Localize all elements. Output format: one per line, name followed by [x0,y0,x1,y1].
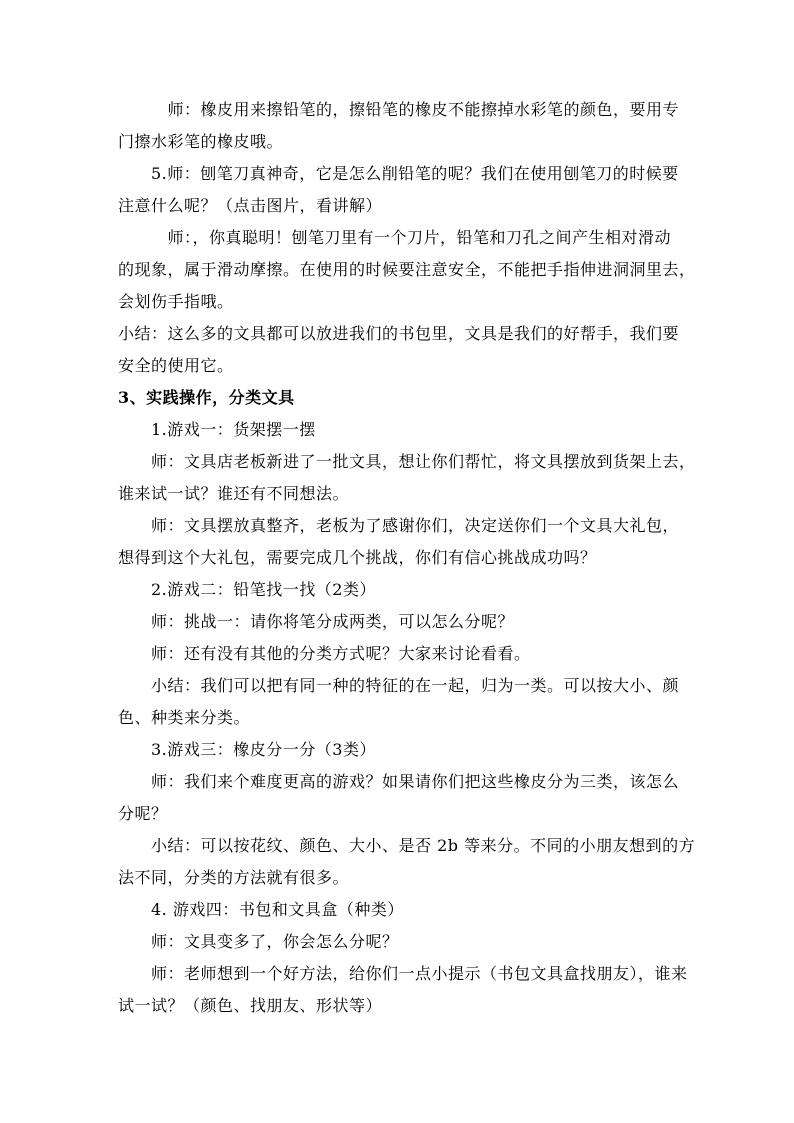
section-heading: 3、实践操作，分类文具 [118,388,295,407]
summary-line: 色、种类来分类。 [118,708,251,727]
summary-line: 安全的使用它。 [118,356,234,375]
paragraph-line: 师：，你真聪明！刨笔刀里有一个刀片，铅笔和刀孔之间产生相对滑动 [118,228,672,247]
paragraph-line: 师：还有没有其他的分类方式呢？大家来讨论看看。 [118,644,531,663]
paragraph-line: 的现象，属于滑动摩擦。在使用的时候要注意安全，不能把手指伸进洞洞里去， [118,260,696,279]
paragraph-line: 想得到这个大礼包，需要完成几个挑战，你们有信心挑战成功吗？ [118,548,597,567]
summary-line: 小结：这么多的文具都可以放进我们的书包里，文具是我们的好帮手，我们要 [118,324,680,343]
summary-line: 小结：可以按花纹、颜色、大小、是否 2b 等来分。不同的小朋友想到的方 [118,836,696,855]
paragraph-line: 会划伤手指哦。 [118,292,234,311]
game-heading: 1.游戏一：货架摆一摆 [118,420,316,439]
paragraph-line: 试一试？（颜色、找朋友、形状等） [118,996,383,1015]
paragraph-line: 谁来试一试？谁还有不同想法。 [118,484,350,503]
paragraph-line: 师：挑战一：请你将笔分成两类，可以怎么分呢？ [118,612,515,631]
paragraph-line: 师：我们来个难度更高的游戏？如果请你们把这些橡皮分为三类，该怎么 [118,772,680,791]
paragraph-line: 师：文具变多了，你会怎么分呢？ [118,932,399,951]
summary-line: 法不同，分类的方法就有很多。 [118,868,350,887]
paragraph-line: 师：橡皮用来擦铅笔的，擦铅笔的橡皮不能擦掉水彩笔的颜色，要用专 [118,100,680,119]
game-heading: 2.游戏二：铅笔找一找（2类） [118,580,376,599]
paragraph-line: 5.师：刨笔刀真神奇，它是怎么削铅笔的呢？我们在使用刨笔刀的时候要 [118,164,679,183]
paragraph-line: 门擦水彩笔的橡皮哦。 [118,132,284,151]
paragraph-line: 分呢？ [118,804,168,823]
paragraph-line: 师：老师想到一个好方法，给你们一点小提示（书包文具盒找朋友），谁来 [118,964,688,983]
paragraph-line: 师：文具店老板新进了一批文具，想让你们帮忙，将文具摆放到货架上去， [118,452,696,471]
summary-line: 小结：我们可以把有同一种的特征的在一起，归为一类。可以按大小、颜 [118,676,680,695]
game-heading: 4. 游戏四：书包和文具盒（种类） [118,900,404,919]
paragraph-line: 师：文具摆放真整齐，老板为了感谢你们，决定送你们一个文具大礼包， [118,516,680,535]
paragraph-line: 注意什么呢？（点击图片，看讲解） [118,196,383,215]
game-heading: 3.游戏三：橡皮分一分（3类） [118,740,376,759]
